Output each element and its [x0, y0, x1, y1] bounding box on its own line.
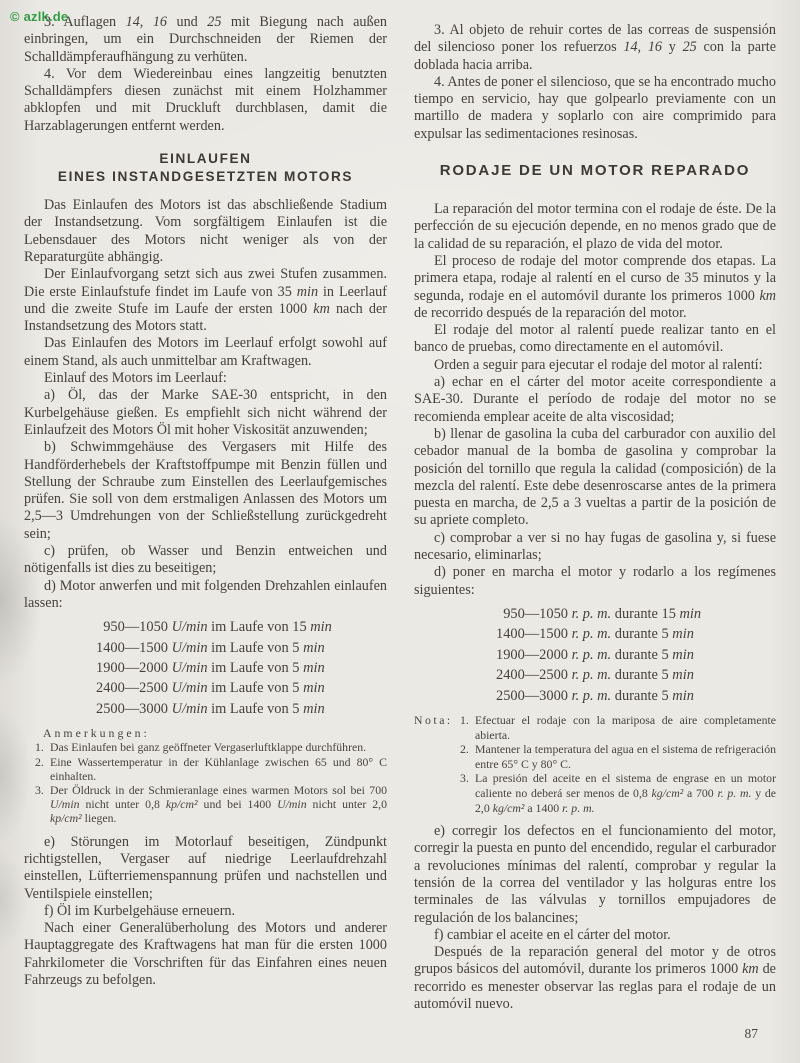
german-section-heading [24, 150, 387, 186]
note-item [460, 713, 776, 742]
paragraph: c) prüfen, ob Wasser und Benzin entweichen und nötigenfalls ist dies zu beseitigen; [24, 543, 387, 577]
heading-line: EINES INSTANDGESETZTEN MOTORS [57, 169, 354, 185]
notes-label: Nota: [414, 712, 453, 727]
paragraph: a) Öl, das der Marke SAE-30 entspricht, in den Kurbelgehäuse gießen. Es empfiehlt sich nicht während der Einlaufzeit des Motors Öl mit hoher Viskosität anzuwenden; [24, 387, 387, 438]
rpm-row: 2500—3000 U/min im Laufe von 5 min [96, 700, 325, 717]
paragraph: c) comprobar a ver si no hay fugas de gasolina y, si fuese necesario, eliminarlas; [414, 529, 776, 564]
note-text: Efectuar el rodaje con la mariposa de aire completamente abierta. [475, 712, 776, 742]
rpm-schedule-german [24, 617, 387, 719]
note-number: 2. [35, 754, 44, 769]
rpm-schedule-spanish [414, 604, 776, 706]
paragraph: Después de la reparación general del motor y de otros grupos básicos del automóvil, durante los primeros 1000 km de recorrido es menester observar las reglas para el rodaje de un automóvil nuevo. [414, 944, 776, 1013]
paragraph: e) Störungen im Motorlauf beseitigen, Zündpunkt richtigstellen, Vergaser auf niedrige Leerlaufdrehzahl einstellen, Lüfterriemenspannung prüfen und nachstellen und Ventilspiele einstellen; [24, 833, 387, 902]
paragraph: El rodaje del motor al ralentí puede realizar tanto en el banco de pruebas, como directamente en el automóvil. [414, 322, 776, 356]
note-text: La presión del aceite en el sistema de engrase en un motor caliente no deberá ser menos de 0,8 kg/cm² a 700 r. p. m. y de 2,0 kg/cm² a 1400 r. p. m. [475, 771, 776, 815]
paragraph: Der Einlaufvorgang setzt sich aus zwei Stufen zusammen. Die erste Einlaufstufe findet im Laufe von 35 min in Leerlauf und die zweite Stufe im Laufe der ersten 1000 km nach der Instandsetzung des Motors statt. [24, 266, 387, 335]
spanish-section-heading: RODAJE DE UN MOTOR REPARADO [439, 162, 751, 180]
paragraph: d) Motor anwerfen und mit folgenden Drehzahlen einlaufen lassen: [24, 577, 387, 611]
note-text: Das Einlaufen bei ganz geöffneter Vergaserluftklappe durchführen. [50, 740, 367, 755]
paragraph: b) Schwimmgehäuse des Vergasers mit Hilfe des Handförderhebels der Kraftstoffpumpe mit Benzin füllen und Stellung der Schraube zum Einstellen des Leerlaufgemisches prüfen. Sie soll von dem erstmaligen Anlassen des Motors um 2,5—3 Umdrehungen von der Schließstellung zurückgedreht sein; [24, 439, 387, 542]
rpm-row: 2400—2500 U/min im Laufe von 5 min [96, 680, 325, 697]
german-column [24, 14, 387, 1054]
paragraph: 3. Auflagen 14, 16 und 25 mit Biegung nach außen einbringen, um ein Durchschneiden der Riemen der Schalldämpferaufhängung zu verhüten. [24, 14, 387, 65]
paragraph: e) corregir los defectos en el funcionamiento del motor, corregir la puesta en punto del encendido, regular el carburador a revoluciones mínimas del ralentí, comprobar y regular la tensión de la correa del ventilador y las holguras entre los terminales de las válvulas y tornillos empujadores de regulación de los balancines; [414, 823, 776, 926]
spanish-column [414, 22, 776, 1052]
rpm-row: 2400—2500 r. p. m. durante 5 min [496, 667, 694, 684]
note-number: 2. [460, 742, 469, 757]
note-text: Der Öldruck in der Schmieranlage eines warmen Motors sol bei 700 U/min nicht unter 0,8 kp/cm² und bei 1400 U/min nicht unter 2,0 kp/cm² liegen. [50, 783, 387, 826]
rpm-row: 1400—1500 U/min im Laufe von 5 min [96, 639, 325, 656]
paragraph: f) Öl im Kurbelgehäuse erneuern. [44, 902, 236, 919]
note-item [35, 783, 387, 826]
notes-block-german [24, 726, 387, 825]
note-number: 1. [35, 740, 44, 755]
note-text: Mantener la temperatura del agua en el sistema de refrigeración entre 65° C y 80° C. [475, 742, 776, 771]
rpm-row: 1400—1500 r. p. m. durante 5 min [496, 626, 694, 643]
paragraph: 4. Antes de poner el silencioso, que se ha encontrado mucho tiempo en servicio, hay que golpearlo previamente con un martillo de madera y soplarlo con aire comprimido para expulsar las sedimentaciones resinosas. [414, 73, 776, 142]
note-item [35, 755, 387, 783]
rpm-row: 1900—2000 r. p. m. durante 5 min [496, 646, 694, 663]
paragraph: Das Einlaufen des Motors im Leerlauf erfolgt sowohl auf einem Stand, als auch unmittelbar am Kraftwagen. [24, 335, 387, 369]
page-number: 87 [744, 1026, 758, 1041]
paragraph: La reparación del motor termina con el rodaje de éste. De la perfección de su ejecución depende, en no menos grado que de la calidad de su reparación, el plazo de vida del motor. [414, 201, 776, 252]
paragraph: 3. Al objeto de rehuir cortes de las correas de suspensión del silencioso poner los refuerzos 14, 16 y 25 con la parte doblada hacia arriba. [414, 22, 776, 73]
note-number: 3. [35, 783, 44, 798]
paragraph: b) llenar de gasolina la cuba del carburador con auxilio del cebador manual de la bomba de gasolina y comprobar la posición del tornillo que regula la calidad (composición) de la mezcla del ralentí. Este debe desenroscarse antes de la primera puesta en marcha, de 2,5 a 3 vueltas a partir de la posición de su apriete completo. [414, 425, 776, 529]
paragraph: Einlauf des Motors im Leerlauf: [44, 370, 227, 387]
notes-label: Anmerkungen: [43, 726, 150, 741]
note-item [460, 742, 776, 771]
rpm-row: 950—1050 U/min im Laufe von 15 min [96, 619, 332, 636]
heading-line: EINLAUFEN [159, 151, 252, 167]
paragraph: d) poner en marcha el motor y rodarlo a los regímenes siguientes: [414, 564, 776, 598]
paragraph: Orden a seguir para ejecutar el rodaje del motor al ralentí: [434, 356, 763, 373]
note-text: Eine Wassertemperatur in der Kühlanlage zwischen 65 und 80° C einhalten. [50, 754, 387, 783]
watermark: © azlk.de [10, 9, 69, 24]
note-item [35, 740, 387, 754]
note-number: 1. [460, 712, 469, 727]
paragraph: 4. Vor dem Wiedereinbau eines langzeitig benutzten Schalldämpfers diesen zunächst mit einem Holzhammer abklopfen und mit Druckluft durchblasen, damit die Harzablagerungen entfernt werden. [24, 65, 387, 134]
paragraph: a) echar en el cárter del motor aceite correspondiente a SAE-30. Durante el período de rodaje del motor no se recomienda emplear aceite de alta viscosidad; [414, 374, 776, 425]
paragraph: Nach einer Generalüberholung des Motors und anderer Hauptaggregate des Kraftwagens hat man für die ersten 1000 Fahrkilometer die Vorschriften für das Einfahren eines neuen Fahrzeugs zu befolgen. [24, 920, 387, 989]
rpm-row: 1900—2000 U/min im Laufe von 5 min [96, 660, 325, 677]
note-item [460, 771, 776, 815]
rpm-row: 2500—3000 r. p. m. durante 5 min [496, 687, 694, 704]
paragraph: f) cambiar el aceite en el cárter del motor. [434, 926, 671, 943]
note-number: 3. [460, 771, 469, 786]
rpm-row: 950—1050 r. p. m. durante 15 min [496, 605, 702, 622]
paragraph: El proceso de rodaje del motor comprende dos etapas. La primera etapa, rodaje al ralentí en el curso de 35 minutos y la segunda, rodaje en el automóvil durante los primeros 1000 km de recorrido después de la reparación del motor. [414, 252, 776, 321]
notes-block-spanish [414, 713, 776, 815]
paragraph: Das Einlaufen des Motors ist das abschließende Stadium der Instandsetzung. Vom sorgfältigem Einlaufen ist die Lebensdauer des Motors nicht weniger als von der Reparaturgüte abhängig. [24, 197, 387, 265]
